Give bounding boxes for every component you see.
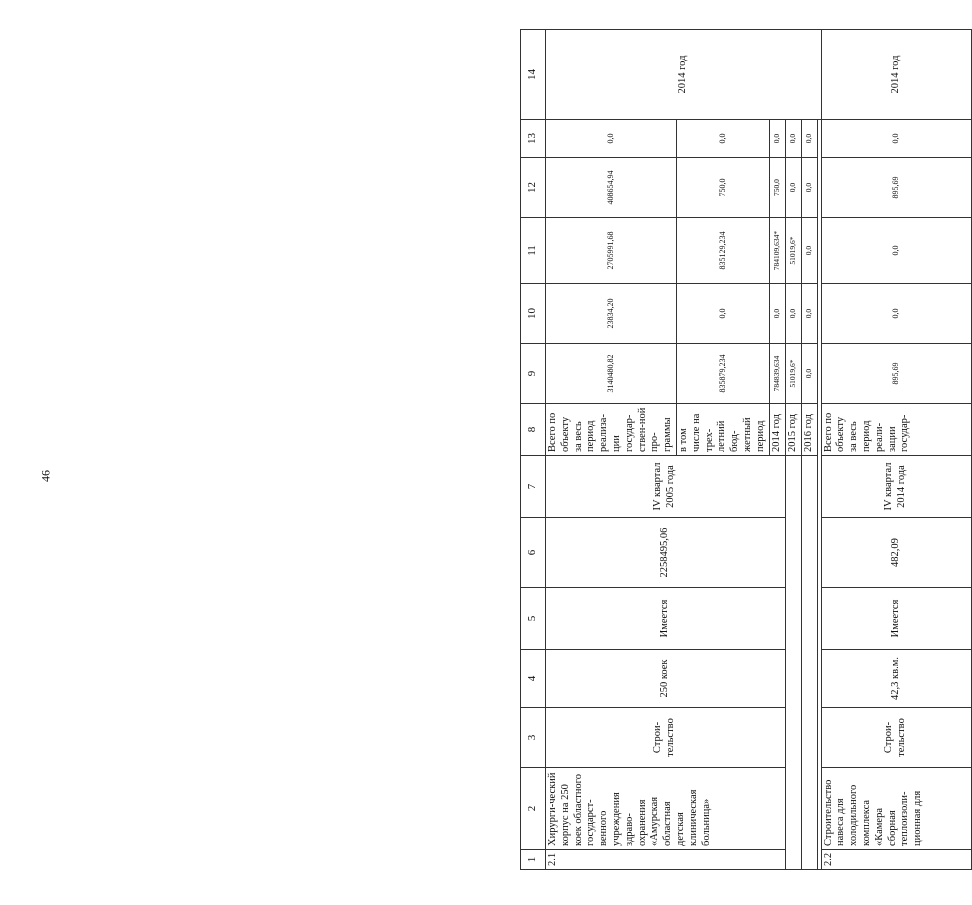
col-header-13: 13	[521, 120, 546, 158]
table-row-2-2-total	[821, 30, 971, 870]
row-number: 2.1	[546, 850, 786, 870]
year-value: 0,0	[785, 120, 801, 158]
three-year-value: 750,0	[676, 158, 769, 218]
col-header-7: 7	[521, 456, 546, 518]
total-period-label: Всего по объекту за весь период реали-зации государ-	[821, 404, 971, 456]
three-year-value: 0,0	[676, 120, 769, 158]
year-value: 0,0	[801, 284, 817, 344]
col-header-12: 12	[521, 158, 546, 218]
deadline: IV квартал 2014 года	[821, 456, 971, 518]
object-name: Строительство навеса для холодильного комплекса «Камера сборная теплоизоли-ционная для	[821, 768, 971, 850]
total-value: 0,0	[821, 284, 971, 344]
three-year-value: 0,0	[676, 284, 769, 344]
col-header-6: 6	[521, 518, 546, 588]
year-value: 784839,634	[769, 344, 785, 404]
year-value: 0,0	[769, 284, 785, 344]
col-header-14: 14	[521, 30, 546, 120]
row-number: 2.2	[821, 850, 971, 870]
total-value: 3140480,82	[546, 344, 677, 404]
work-type: Строи-тельство	[821, 708, 971, 768]
table-row-2-1-total	[546, 30, 677, 870]
col-header-5: 5	[521, 588, 546, 650]
page-number: 46	[38, 470, 53, 482]
investment-table	[520, 29, 972, 870]
documentation-status: Имеется	[546, 588, 786, 650]
year-value: 0,0	[785, 158, 801, 218]
year-value: 0,0	[769, 120, 785, 158]
total-value: 23834,20	[546, 284, 677, 344]
year-value: 0,0	[801, 158, 817, 218]
year-value: 0,0	[801, 218, 817, 284]
estimated-cost: 2258495,06	[546, 518, 786, 588]
col-header-4: 4	[521, 650, 546, 708]
estimated-cost: 482,09	[821, 518, 971, 588]
total-value: 0,0	[546, 120, 677, 158]
work-type: Строи-тельство	[546, 708, 786, 768]
total-period-label: Всего по объекту за весь период реализа-ции государ-ствен-ной про-граммы	[546, 404, 677, 456]
total-value: 0,0	[821, 120, 971, 158]
table-row-2-1-year-2015	[785, 30, 801, 870]
year-label: 2015 год	[785, 404, 801, 456]
year-value: 51019,6*	[785, 218, 801, 284]
blank-span	[785, 456, 801, 870]
completion-year: 2014 год	[546, 30, 822, 120]
year-label: 2014 год	[769, 404, 785, 456]
year-value: 51019,6*	[785, 344, 801, 404]
capacity: 42,3 кв.м.	[821, 650, 971, 708]
header-row	[521, 30, 546, 870]
col-header-1: 1	[521, 850, 546, 870]
documentation-status: Имеется	[821, 588, 971, 650]
col-header-9: 9	[521, 344, 546, 404]
total-value: 895,69	[821, 344, 971, 404]
col-header-10: 10	[521, 284, 546, 344]
year-label: 2016 год	[801, 404, 817, 456]
year-value: 784109,634*	[769, 218, 785, 284]
capacity: 250 коек	[546, 650, 786, 708]
three-year-label: в том числе на трех-летний бюд-жетный период	[676, 404, 769, 456]
col-header-11: 11	[521, 218, 546, 284]
year-value: 0,0	[801, 344, 817, 404]
object-name: Хирурги-ческий корпус на 250 коек областного государст-венного учреждения здраво-охранения «Амурская областная детская клиническая больница»	[546, 768, 786, 850]
col-header-3: 3	[521, 708, 546, 768]
year-value: 0,0	[785, 284, 801, 344]
table-container	[520, 30, 950, 870]
col-header-8: 8	[521, 404, 546, 456]
table-row-2-1-year-2016	[801, 30, 817, 870]
three-year-value: 835129,234	[676, 218, 769, 284]
year-value: 750,0	[769, 158, 785, 218]
deadline: IV квартал 2005 года	[546, 456, 786, 518]
blank-span	[801, 456, 817, 870]
col-header-2: 2	[521, 768, 546, 850]
year-value: 0,0	[801, 120, 817, 158]
three-year-value: 835879,234	[676, 344, 769, 404]
total-value: 2705991,68	[546, 218, 677, 284]
total-value: 895,69	[821, 158, 971, 218]
total-value: 408654,94	[546, 158, 677, 218]
total-value: 0,0	[821, 218, 971, 284]
completion-year: 2014 год	[821, 30, 971, 120]
